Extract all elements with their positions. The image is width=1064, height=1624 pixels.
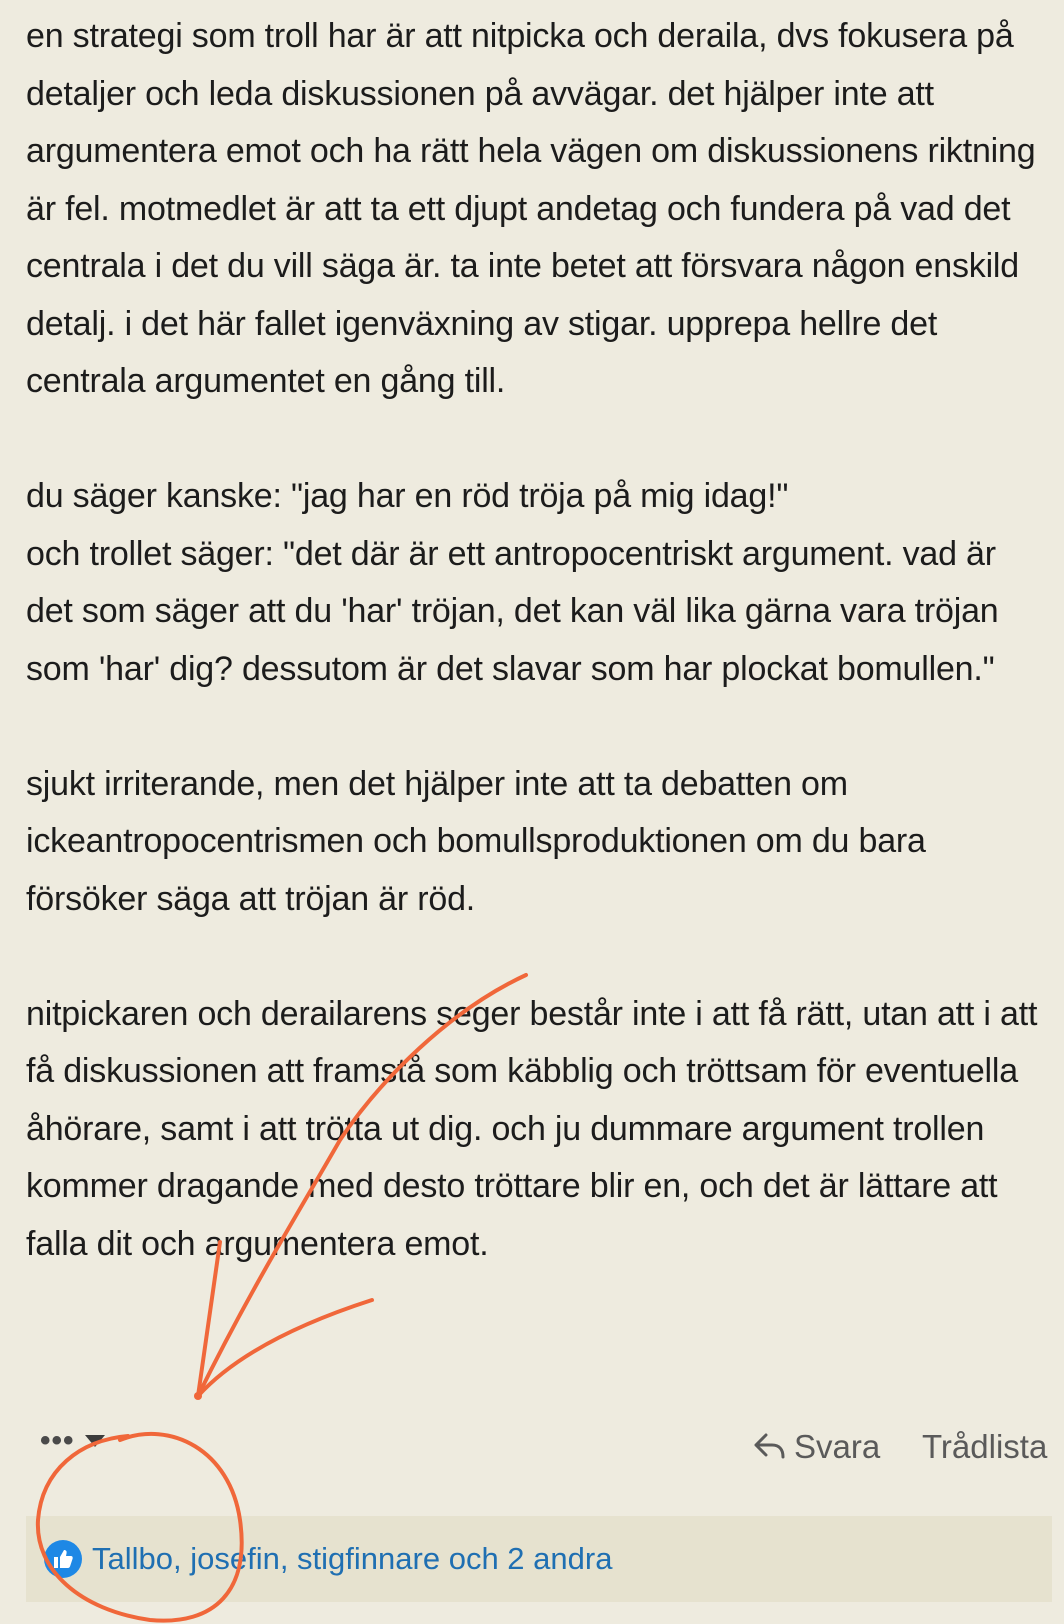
- reactions-list-link[interactable]: Tallbo, josefin, stigfinnare och 2 andra: [92, 1541, 613, 1576]
- post-actions-bar: [26, 1418, 1050, 1482]
- reactions-bar: [26, 1516, 1052, 1602]
- post-body: [26, 8, 1046, 1273]
- post-paragraph-2: du säger kanske: "jag har en röd tröja på mig idag!" och trollet säger: "det där är ett antropocentriskt argument. vad är det som säger att du 'har' tröjan, det kan väl lika gärna vara tröjan som 'har' dig? dessutom är det slavar som har plockat bomullen.": [26, 477, 999, 688]
- more-dots-icon: •••: [40, 1424, 75, 1457]
- post-paragraph-1: en strategi som troll har är att nitpicka och deraila, dvs fokusera på detaljer och leda diskussionen på avvägar. det hjälper inte att argumentera emot och ha rätt hela vägen om diskussionens riktning är fel. motmedlet är att ta ett djupt andetag och fundera på vad det centrala i det du vill säga är. ta inte betet att försvara någon enskild detalj. i det här fallet igenväxning av stigar. upprepa hellre det centrala argumentet en gång till.: [26, 17, 1036, 400]
- reply-arrow-icon: [752, 1431, 788, 1463]
- caret-down-icon: [85, 1435, 105, 1447]
- annotation-arrow-dot: [194, 1392, 202, 1400]
- thread-list-button[interactable]: Trådlista: [922, 1428, 1048, 1465]
- post-paragraph-4: nitpickaren och derailarens seger består inte i att få rätt, utan att i att få diskussionen att framstå som käbblig och tröttsam för eventuella åhörare, samt i att trötta ut dig. och ju dummare argument trollen kommer dragande med desto tröttare blir en, och det är lättare att falla dit och argumentera emot.: [26, 994, 1038, 1263]
- annotation-arrow-head-right: [198, 1300, 372, 1396]
- more-options-button[interactable]: [40, 1426, 105, 1456]
- reply-button[interactable]: [752, 1428, 880, 1466]
- thumbs-up-icon: [44, 1540, 82, 1578]
- post-paragraph-3: sjukt irriterande, men det hjälper inte att ta debatten om ickeantropocentrismen och bomullsproduktionen om du bara försöker säga att tröjan är röd.: [26, 764, 926, 918]
- reply-button-label: Svara: [794, 1428, 881, 1465]
